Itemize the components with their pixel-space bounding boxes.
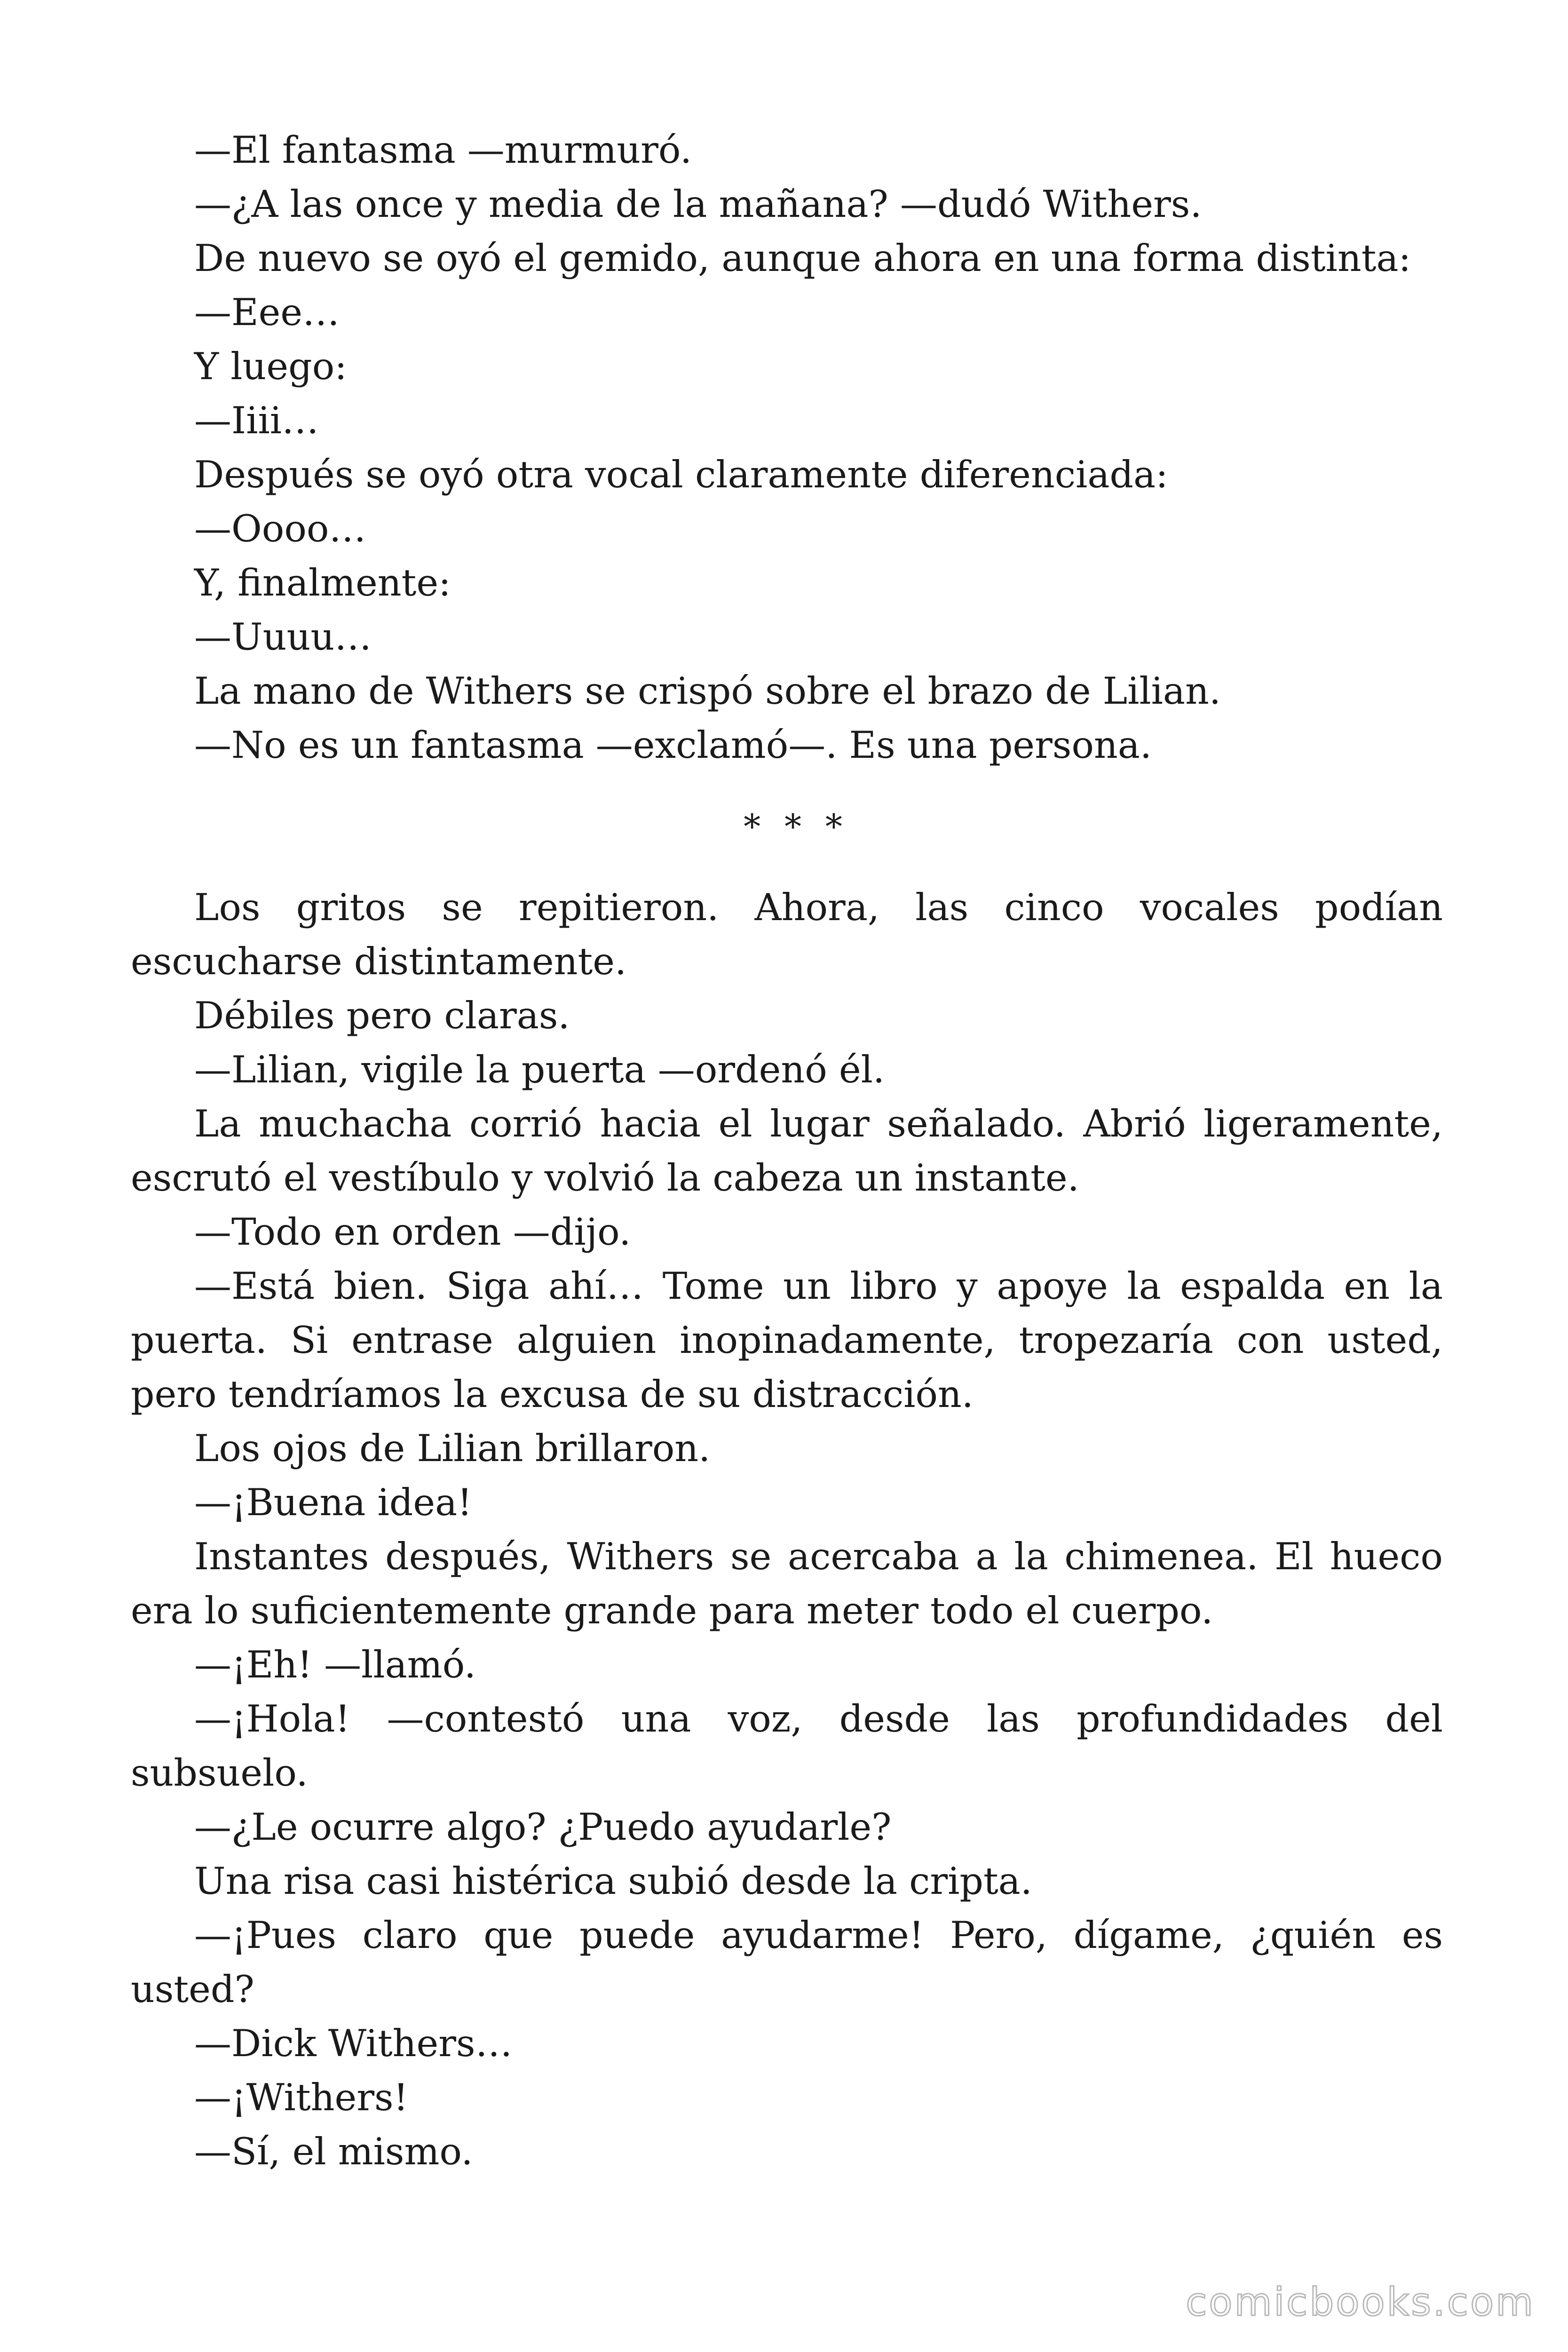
paragraph: Débiles pero claras. [194, 994, 570, 1037]
paragraph: —¿A las once y media de la mañana? —dudó Withers. [194, 183, 1202, 226]
paragraph: Y, finalmente: [194, 561, 451, 604]
paragraph: —Lilian, vigile la puerta —ordenó él. [194, 1048, 885, 1091]
section-after-break [131, 881, 1443, 2179]
paragraph: De nuevo se oyó el gemido, aunque ahora en una forma distinta: [194, 237, 1411, 280]
watermark-text: comicbooks.com [1186, 2280, 1535, 2325]
paragraph: —El fantasma —murmuró. [194, 128, 692, 172]
paragraph: Instantes después, Withers se acercaba a la chimenea. El hueco era lo suficientemente grande para meter todo el cuerpo. [131, 1535, 1443, 1632]
paragraph: —Oooo… [194, 507, 366, 550]
paragraph: Después se oyó otra vocal claramente diferenciada: [194, 453, 1168, 496]
paragraph: —Iiii… [194, 399, 319, 442]
paragraph: La mano de Withers se crispó sobre el brazo de Lilian. [194, 669, 1221, 713]
scene-break-separator: * * * [744, 807, 849, 846]
paragraph: Y luego: [194, 345, 347, 388]
page-body [131, 123, 1443, 2179]
paragraph: —Está bien. Siga ahí… Tome un libro y apoye la espalda en la puerta. Si entrase alguien inopinadamente, tropezaría con usted, pero tendríamos la excusa de su distracción. [131, 1264, 1443, 1416]
paragraph: Los gritos se repitieron. Ahora, las cinco vocales podían escucharse distintamente. [131, 886, 1443, 983]
paragraph: —¡Buena idea! [194, 1481, 472, 1524]
paragraph: —Sí, el mismo. [194, 2130, 473, 2173]
paragraph: —¿Le ocurre algo? ¿Puedo ayudarle? [194, 1805, 892, 1849]
paragraph: —Todo en orden —dijo. [194, 1210, 631, 1254]
paragraph: La muchacha corrió hacia el lugar señalado. Abrió ligeramente, escrutó el vestíbulo y volvió la cabeza un instante. [131, 1102, 1443, 1200]
paragraph: Una risa casi histérica subió desde la cripta. [194, 1859, 1032, 1903]
paragraph: —¡Withers! [194, 2076, 409, 2119]
paragraph: —¡Hola! —contestó una voz, desde las profundidades del subsuelo. [131, 1697, 1443, 1795]
paragraph: —Eee… [194, 291, 340, 334]
paragraph: —¡Pues claro que puede ayudarme! Pero, dígame, ¿quién es usted? [131, 1914, 1443, 2011]
paragraph: Los ojos de Lilian brillaron. [194, 1427, 711, 1470]
paragraph: —Dick Withers… [194, 2022, 513, 2065]
section-before-break [131, 123, 1443, 772]
paragraph: —Uuuu… [194, 615, 372, 659]
paragraph: —No es un fantasma —exclamó—. Es una persona. [194, 723, 1152, 767]
paragraph: —¡Eh! —llamó. [194, 1643, 476, 1686]
